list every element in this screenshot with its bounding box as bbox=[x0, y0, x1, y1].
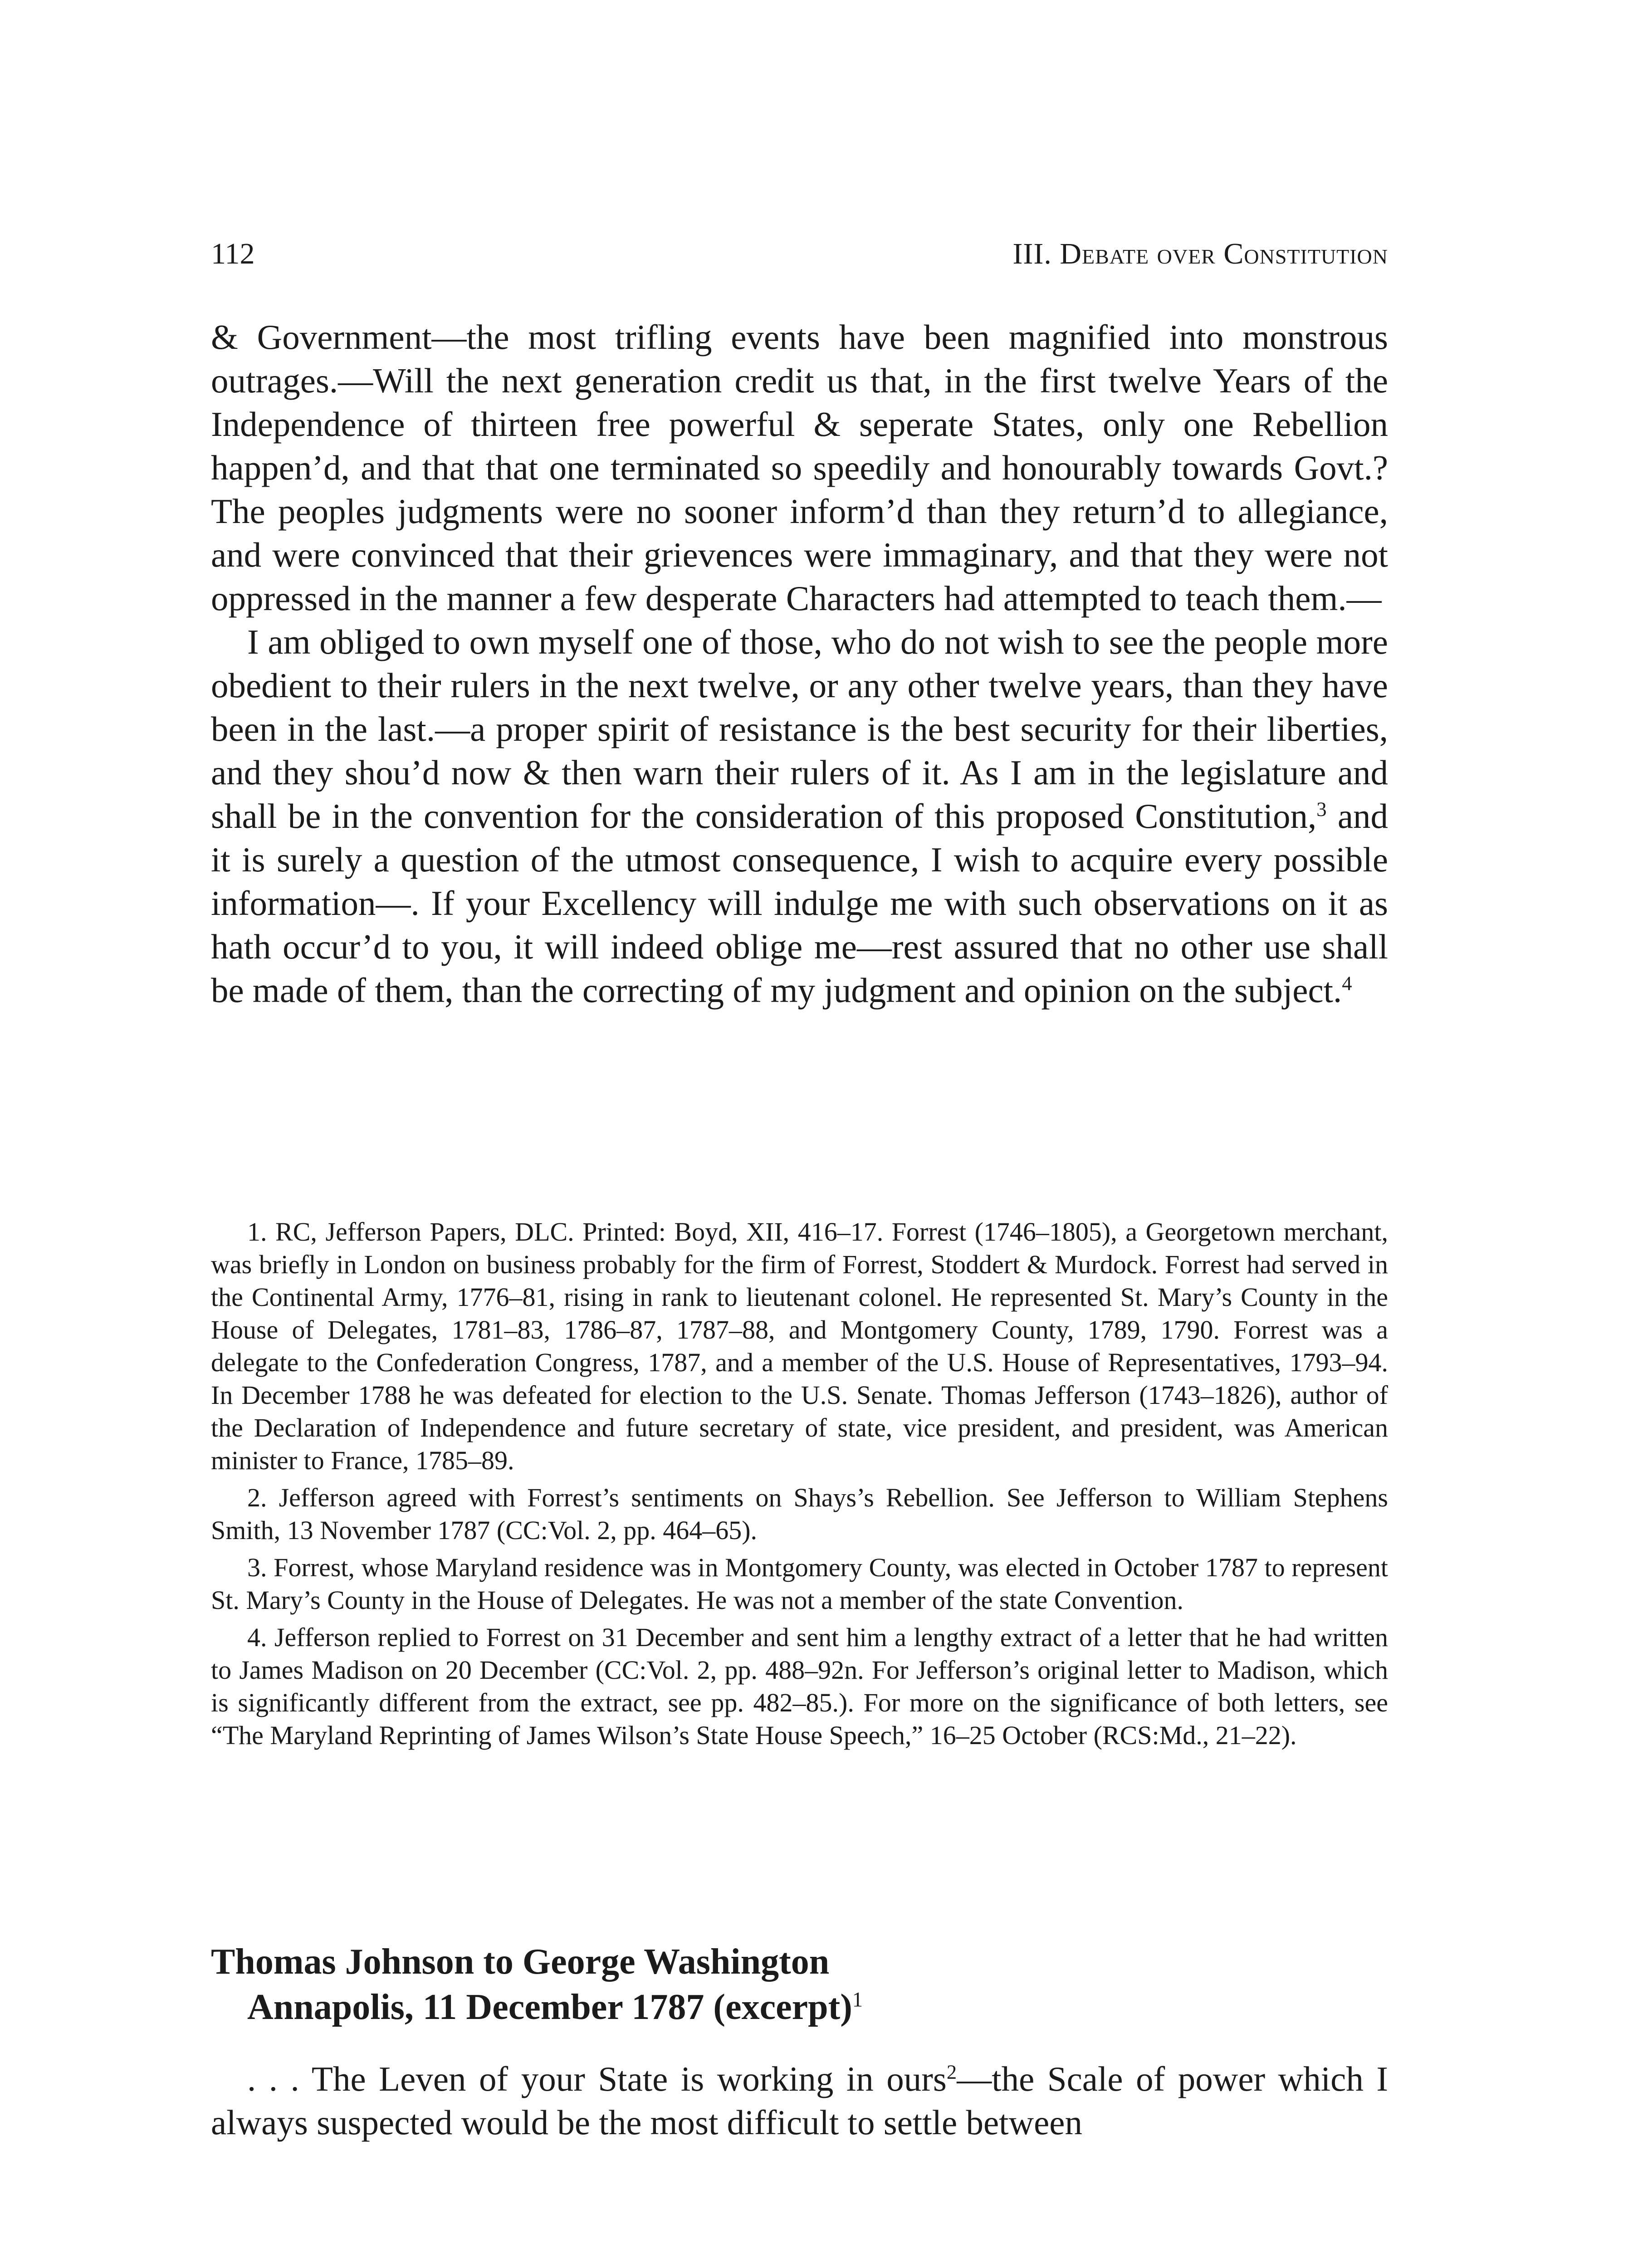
document-heading bbox=[211, 1939, 1388, 2030]
running-head bbox=[211, 234, 1388, 274]
dateline-text: Annapolis, 11 December 1787 (excerpt) bbox=[247, 1987, 852, 2027]
footnote: 1. RC, Jefferson Papers, DLC. Printed: Boyd, XII, 416–17. Forrest (1746–1805), a Georgetown merchant, was briefly in London on business probably for the firm of Forrest, Stoddert & Murdock. Forrest had served in the Continental Army, 1776–81, rising in rank to lieutenant colonel. He represented St. Mary’s County in the House of Delegates, 1781–83, 1786–87, 1787–88, and Montgomery County, 1789, 1790. Forrest was a delegate to the Confederation Congress, 1787, and a member of the U.S. House of Representatives, 1793–94. In December 1788 he was defeated for election to the U.S. Senate. Thomas Jefferson (1743–1826), author of the Declaration of Independence and future secretary of state, vice president, and president, was American minister to France, 1785–89. bbox=[211, 1217, 1388, 1475]
document-heading-title: Thomas Johnson to George Washington bbox=[211, 1942, 830, 1982]
paragraph-text: I am obliged to own myself one of those, who do not wish to see the people more obedient to their rulers in the next twelve, or any other twelve years, than they have been in the last.—a proper spirit of resistance is the best security for their liberties, and they shou’d now & then warn their rulers of it. As I am in the legislature and shall be in the convention for the consideration of this proposed Constitution, bbox=[211, 622, 1388, 836]
letter-paragraph bbox=[211, 315, 1388, 620]
paragraph-text: & Government—the most trifling events have been magnified into monstrous outrages.—Will the next generation credit us that, in the first twelve Years of the Independence of thirteen free powerful & seperate States, only one Rebellion happen’d, and that that one terminated so speedily and honourably towards Govt.? The peoples judgments were no sooner inform’d than they return’d to allegiance, and were convinced that their grievences were immaginary, and that they were not oppressed in the manner a few desperate Characters had attempted to teach them.— bbox=[211, 318, 1388, 618]
document-heading-dateline bbox=[211, 1984, 1388, 2030]
excerpt-body bbox=[211, 2057, 1388, 2144]
footnote: 3. Forrest, whose Maryland residence was in Montgomery County, was elected in October 1787 to represent St. Mary’s County in the House of Delegates. He was not a member of the state Convention. bbox=[211, 1553, 1388, 1615]
footnote: 4. Jefferson replied to Forrest on 31 December and sent him a lengthy extract of a letter that he had written to James Madison on 20 December (CC:Vol. 2, pp. 488–92n. For Jefferson’s original letter to Madison, which is significantly different from the extract, see pp. 482–85.). For more on the significance of both letters, see “The Maryland Reprinting of James Wilson’s State House Speech,” 16–25 October (RCS:Md., 21–22). bbox=[211, 1623, 1388, 1750]
excerpt-paragraph bbox=[211, 2057, 1388, 2144]
footnote-reference[interactable]: 4 bbox=[1342, 972, 1352, 995]
footnote-reference[interactable]: 1 bbox=[852, 1988, 863, 2012]
paragraph-text: —the Scale of power which I always suspected would be the most difficult to settle between bbox=[211, 2059, 1389, 2142]
letter-paragraph bbox=[211, 620, 1388, 1012]
paragraph-text: and it is surely a question of the utmost consequence, I wish to acquire every possible information—. If your Excellency will indulge me with such observations on it as hath occur’d to you, it will indeed oblige me—rest assured that no other use shall be made of them, than the correcting of my judgment and opinion on the subject. bbox=[211, 797, 1388, 1010]
footnote-reference[interactable]: 2 bbox=[946, 2060, 957, 2083]
paragraph-text: . . . The Leven of your State is working in ours bbox=[247, 2059, 947, 2098]
section-title: III. Debate over Constitution bbox=[1012, 237, 1388, 270]
letter-body bbox=[211, 315, 1388, 1012]
page-number: 112 bbox=[211, 237, 255, 270]
footnote: 2. Jefferson agreed with Forrest’s sentiments on Shays’s Rebellion. See Jefferson to William Stephens Smith, 13 November 1787 (CC:Vol. 2, pp. 464–65). bbox=[211, 1483, 1388, 1545]
footnotes bbox=[211, 1216, 1388, 1756]
footnote-reference[interactable]: 3 bbox=[1316, 797, 1327, 821]
